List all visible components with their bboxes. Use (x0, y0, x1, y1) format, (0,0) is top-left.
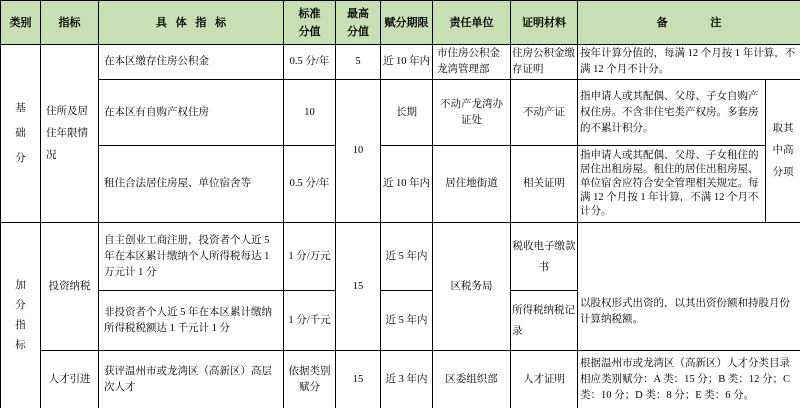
indicator-investment-tax-cell: 投资纳税 (41, 223, 99, 351)
header-specific-indicator: 具 体 指 标 (99, 1, 284, 45)
proof-material-cell: 相关证明 (511, 146, 578, 223)
header-standard-score: 标准分值 (284, 1, 336, 45)
scoring-period-cell: 近 5 年内 (381, 223, 433, 291)
table-row (1, 223, 800, 291)
standard-score-cell: 10 (284, 80, 336, 146)
remark-cell: 以股权形式出资的，以其出资份额和持股月份计算纳税额。 (578, 223, 800, 351)
scoring-period-cell: 近 10 年内 (381, 45, 433, 80)
max-score-cell: 5 (336, 45, 381, 80)
remark-cell: 按年计算分值的，每满 12 个月按 1 年计算，不满 12 个月不计分。 (578, 45, 800, 80)
responsible-unit-cell: 居住地街道 (433, 146, 511, 223)
proof-material-cell: 住房公积金缴存证明 (511, 45, 578, 80)
header-responsible-unit: 责任单位 (433, 1, 511, 45)
header-category: 类别 (1, 1, 41, 45)
responsible-unit-cell: 区税务局 (433, 223, 511, 351)
standard-score-cell: 1 分/千元 (284, 291, 336, 351)
specific-indicator-cell: 获评温州市或龙湾区（高新区）高层次人才 (99, 351, 284, 408)
standard-score-cell: 依据类别赋分 (284, 351, 336, 408)
specific-indicator-cell: 自主创业工商注册，投资者个人近 5 年在本区累计缴纳个人所得税每达 1 万元计 1 分 (99, 223, 284, 291)
specific-indicator-cell: 租住合法居住房屋、单位宿舍等 (99, 146, 284, 223)
header-proof-material: 证明材料 (511, 1, 578, 45)
category-bonus-cell (1, 223, 41, 408)
header-max-score: 最高分值 (336, 1, 381, 45)
header-indicator: 指标 (41, 1, 99, 45)
proof-material-cell: 所得税纳税记录 (511, 291, 578, 351)
indicator-residence-cell: 住所及居住年限情况 (41, 45, 99, 223)
max-score-cell: 15 (336, 223, 381, 351)
standard-score-cell: 1 分/万元 (284, 223, 336, 291)
take-higher-score-note: 取其中高分项 (766, 80, 800, 223)
max-score-cell: 15 (336, 351, 381, 408)
proof-material-cell: 不动产证 (511, 80, 578, 146)
specific-indicator-cell: 在本区有自购产权住房 (99, 80, 284, 146)
scoring-period-cell: 近 3 年内 (381, 351, 433, 408)
standard-score-cell: 0.5 分/年 (284, 45, 336, 80)
remark-cell: 指申请人或其配偶、父母、子女自购产权住房。不含非住宅类产权房。多套房的不累计积分。 (578, 80, 766, 146)
remark-cell: 根据温州市或龙湾区（高新区）人才分类目录相应类别赋分：A 类：15 分；B 类：12 分；C 类：10 分；D 类：8 分；E 类：6 分。 (578, 351, 800, 408)
category-basic-label: 基础分 (15, 103, 26, 164)
indicator-talent-cell: 人才引进 (41, 351, 99, 408)
header-row (1, 1, 800, 45)
specific-indicator-cell: 在本区缴存住房公积金 (99, 45, 284, 80)
header-scoring-period: 赋分期限 (381, 1, 433, 45)
responsible-unit-cell: 区委组织部 (433, 351, 511, 408)
remark-cell: 指申请人或其配偶、父母、子女租住的居住出租房屋。租住的居住出租房屋、单位宿舍应符合安全管理相关规定。每满 12 个月按 1 年计算，不满 12 个月不计分。 (578, 146, 766, 223)
scoring-period-cell: 近 10 年内 (381, 146, 433, 223)
table-row (1, 351, 800, 408)
specific-indicator-cell: 非投资者个人近 5 年在本区累计缴纳所得税税额达 1 千元计 1 分 (99, 291, 284, 351)
max-score-cell: 10 (336, 80, 381, 223)
standard-score-cell: 0.5 分/年 (284, 146, 336, 223)
table-row (1, 45, 800, 80)
header-remarks: 备 注 (578, 1, 800, 45)
table-row (1, 80, 800, 146)
scoring-period-cell: 近 5 年内 (381, 291, 433, 351)
category-basic-cell (1, 45, 41, 223)
proof-material-cell: 税收电子缴款书 (511, 223, 578, 291)
scoring-period-cell: 长期 (381, 80, 433, 146)
responsible-unit-cell: 不动产龙湾办证处 (433, 80, 511, 146)
category-bonus-label: 加分指标 (15, 279, 26, 351)
proof-material-cell: 人才证明 (511, 351, 578, 408)
responsible-unit-cell: 市住房公积金龙湾管理部 (433, 45, 511, 80)
table-row (1, 146, 800, 223)
